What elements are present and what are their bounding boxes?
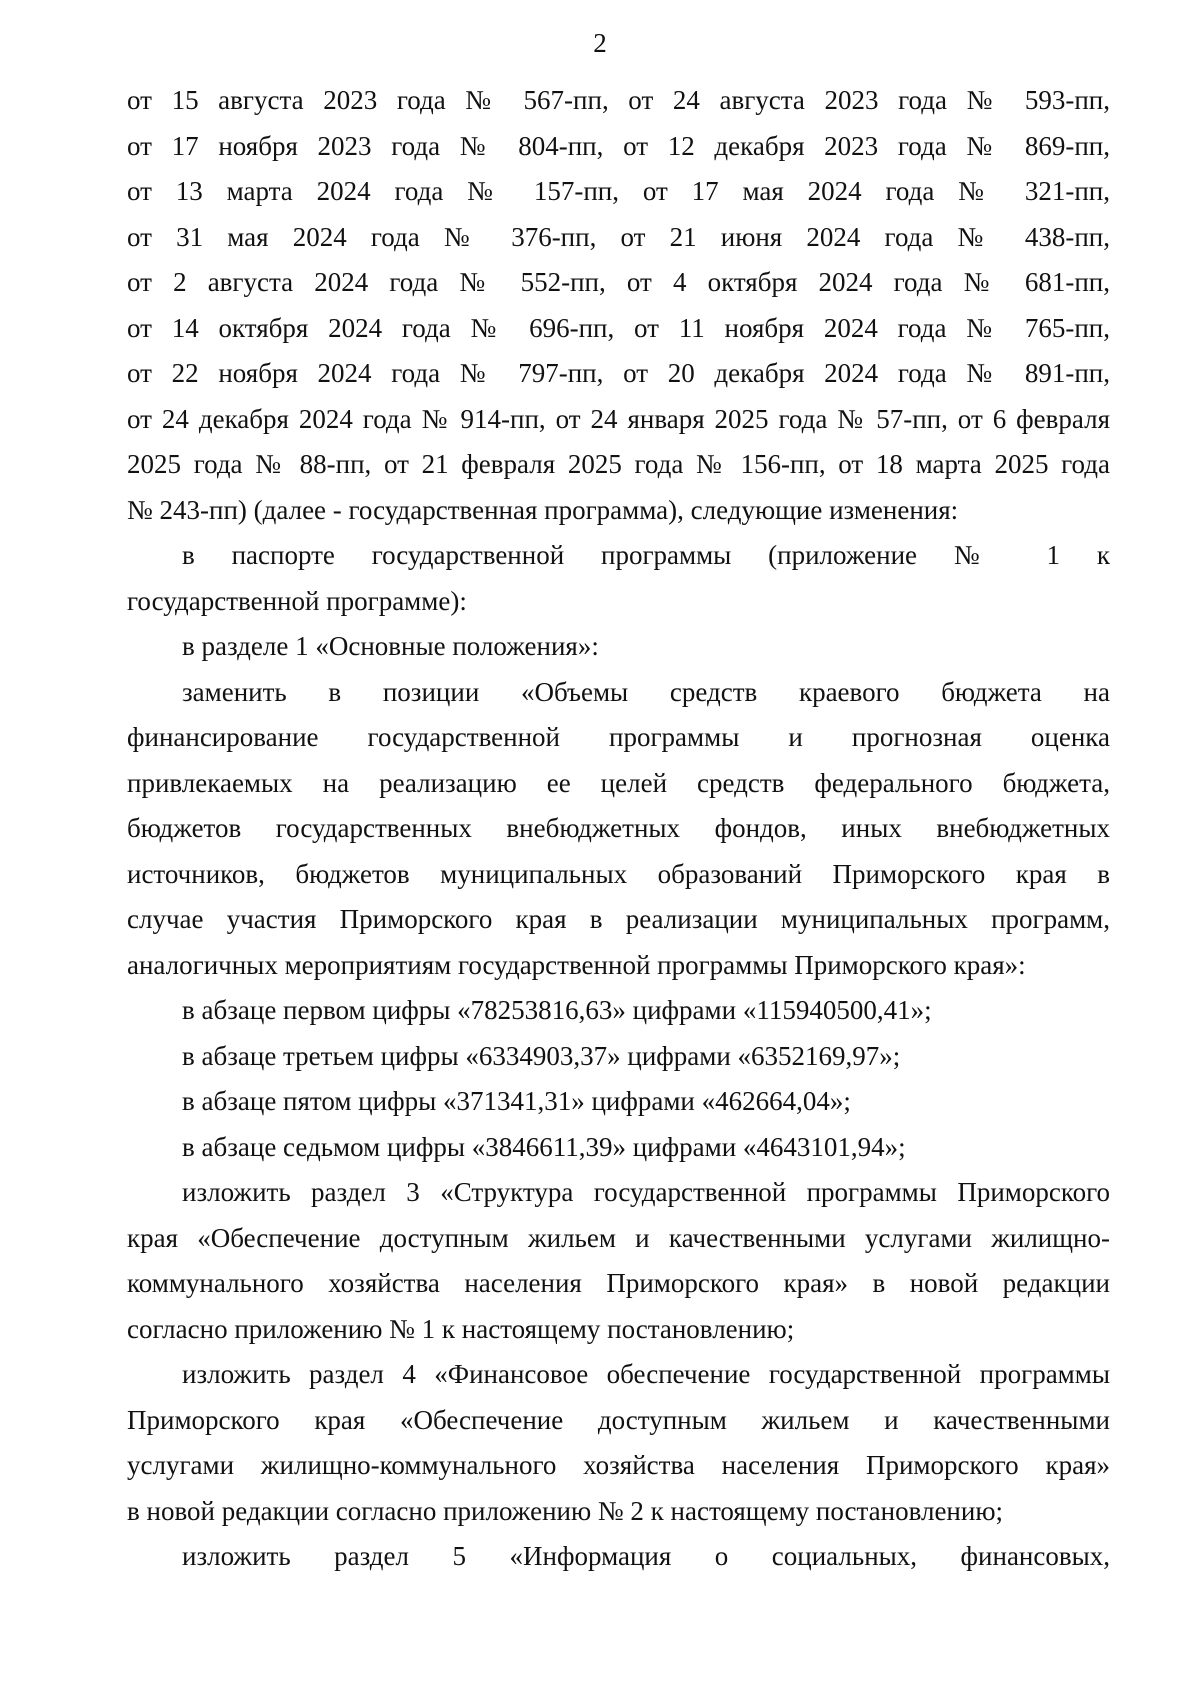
text-line: края «Обеспечение доступным жильем и качественными услугами жилищно- xyxy=(127,1222,1110,1253)
text-line: от 22 ноября 2024 года № 797-пп, от 20 декабря 2024 года № 891-пп, xyxy=(127,358,1110,388)
text-line: случае участия Приморского края в реализации муниципальных программ, xyxy=(127,904,1110,934)
page-number: 2 xyxy=(593,28,607,58)
text-line: источников, бюджетов муниципальных образований Приморского края в xyxy=(127,858,1110,889)
text-line: Приморского края «Обеспечение доступным жильем и качественными xyxy=(127,1404,1110,1435)
text-line: в абзаце седьмом цифры «3846611,39» цифрами «4643101,94»; xyxy=(182,1131,906,1162)
text-line: в разделе 1 «Основные положения»: xyxy=(182,631,599,661)
text-line: в абзаце пятом цифры «371341,31» цифрами «462664,04»; xyxy=(182,1086,851,1116)
text-line: бюджетов государственных внебюджетных фондов, иных внебюджетных xyxy=(127,813,1110,843)
text-line: финансирование государственной программы и прогнозная оценка xyxy=(127,722,1110,752)
document-body xyxy=(127,78,1110,1580)
text-line: государственной программе): xyxy=(127,585,467,616)
text-line: изложить раздел 5 «Информация о социальных, финансовых, xyxy=(182,1541,1110,1571)
text-line: привлекаемых на реализацию ее целей средств федерального бюджета, xyxy=(127,767,1110,798)
text-line: от 31 мая 2024 года № 376-пп, от 21 июня 2024 года № 438-пп, xyxy=(127,221,1110,252)
text-line: от 13 марта 2024 года № 157-пп, от 17 мая 2024 года № 321-пп, xyxy=(127,176,1110,206)
text-line: согласно приложению № 1 к настоящему постановлению; xyxy=(127,1313,795,1344)
text-line: в абзаце третьем цифры «6334903,37» цифрами «6352169,97»; xyxy=(182,1040,901,1071)
text-line: аналогичных мероприятиям государственной программы Приморского края»: xyxy=(127,949,1026,980)
text-line: услугами жилищно-коммунального хозяйства населения Приморского края» xyxy=(127,1450,1110,1480)
text-line: от 2 августа 2024 года № 552-пп, от 4 октября 2024 года № 681-пп, xyxy=(127,267,1110,297)
text-line: изложить раздел 4 «Финансовое обеспечение государственной программы xyxy=(182,1359,1110,1389)
text-line: коммунального хозяйства населения Приморского края» в новой редакции xyxy=(127,1268,1110,1298)
text-line: от 15 августа 2023 года № 567-пп, от 24 августа 2023 года № 593-пп, xyxy=(127,85,1110,115)
text-line: заменить в позиции «Объемы средств краевого бюджета на xyxy=(182,676,1110,707)
text-line: № 243-пп) (далее - государственная программа), следующие изменения: xyxy=(127,494,959,525)
text-line: в новой редакции согласно приложению № 2 к настоящему постановлению; xyxy=(127,1495,1003,1526)
text-line: изложить раздел 3 «Структура государственной программы Приморского xyxy=(182,1177,1110,1207)
text-line: от 17 ноября 2023 года № 804-пп, от 12 декабря 2023 года № 869-пп, xyxy=(127,130,1110,161)
text-line: в абзаце первом цифры «78253816,63» цифрами «115940500,41»; xyxy=(182,995,932,1025)
text-line: в паспорте государственной программы (приложение № 1 к xyxy=(182,540,1110,570)
text-line: от 14 октября 2024 года № 696-пп, от 11 ноября 2024 года № 765-пп, xyxy=(127,312,1110,343)
text-line: от 24 декабря 2024 года № 914-пп, от 24 января 2025 года № 57-пп, от 6 февраля xyxy=(127,403,1110,434)
text-line: 2025 года № 88-пп, от 21 февраля 2025 года № 156-пп, от 18 марта 2025 года xyxy=(127,449,1110,479)
